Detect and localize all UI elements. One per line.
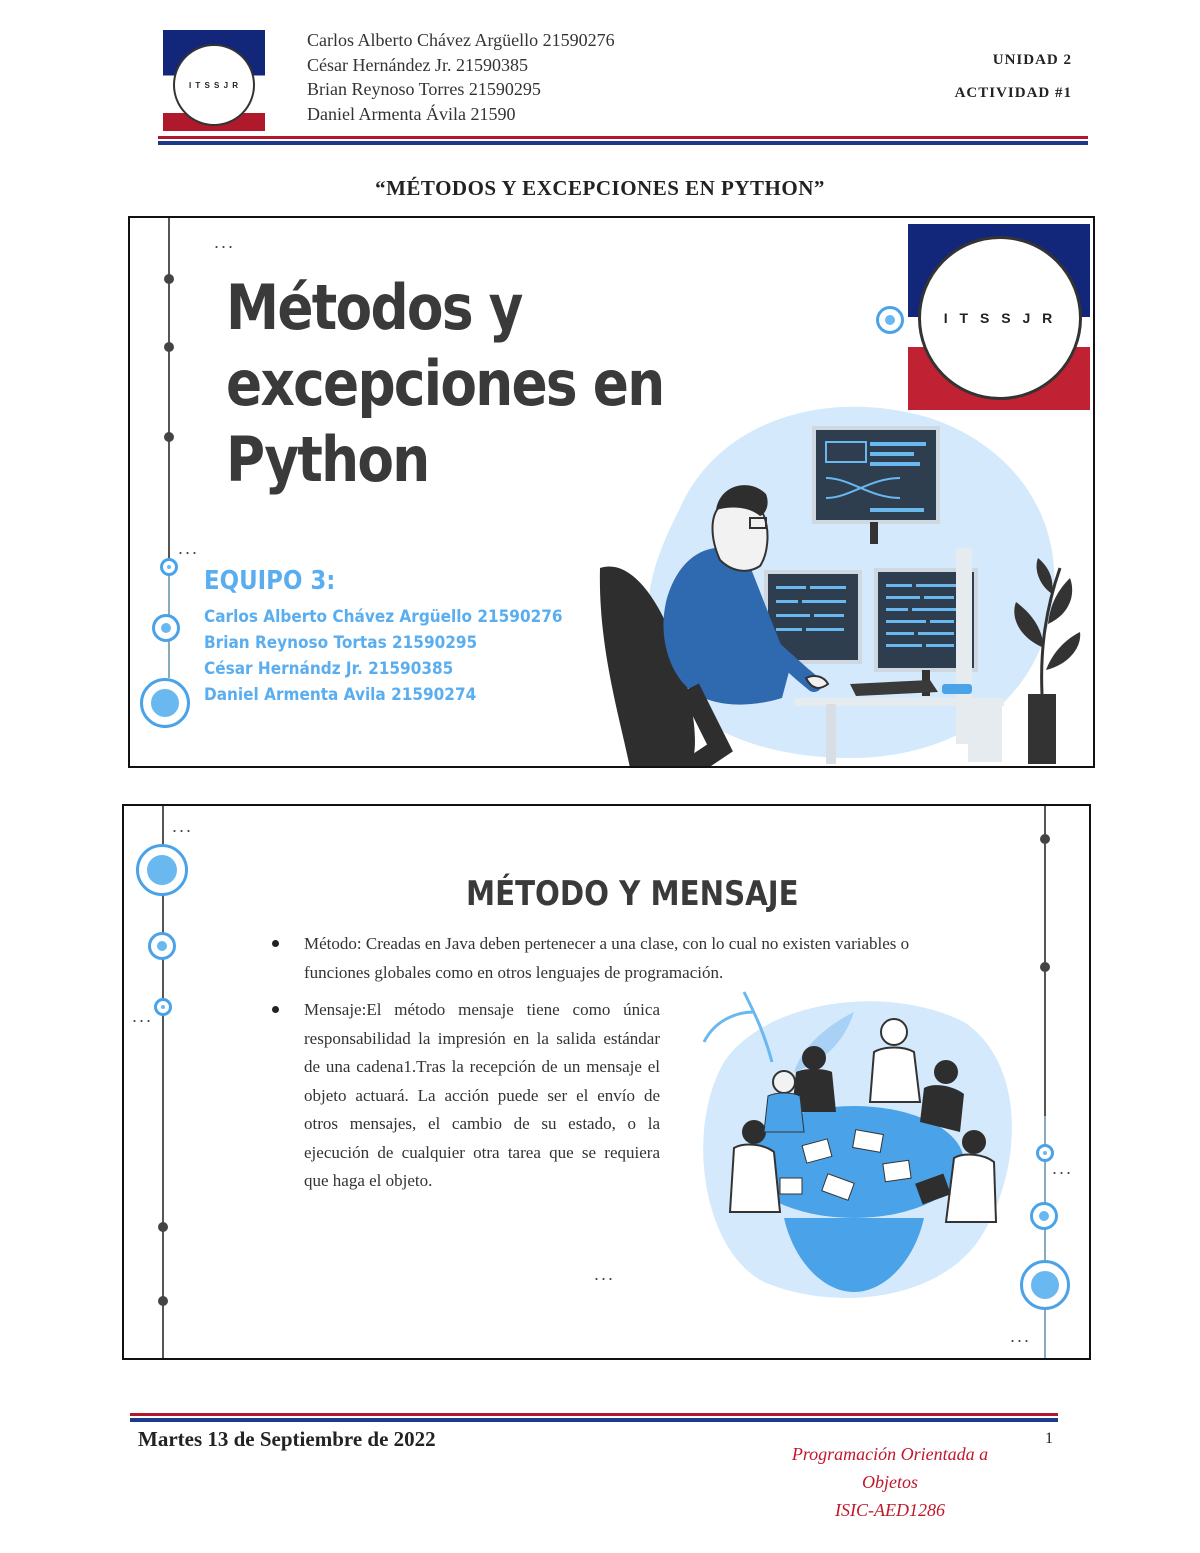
slide-title-line-2: excepciones en	[226, 347, 664, 420]
ring-decoration	[876, 306, 904, 334]
team-members	[204, 604, 563, 708]
author-list	[307, 28, 615, 126]
slide-title: MÉTODO Y MENSAJE	[466, 874, 799, 914]
slide-title-line-1: Métodos y	[226, 271, 522, 344]
ellipsis-mark: ...	[1052, 1158, 1074, 1178]
footer-course-line-1: Programación Orientada a	[791, 1444, 989, 1464]
ring-decoration	[148, 932, 176, 960]
footer-date: Martes 13 de Septiembre de 2022	[138, 1427, 436, 1451]
author-3: Brian Reynoso Torres 21590295	[307, 79, 541, 99]
logo-seal	[173, 44, 255, 126]
author-2: César Hernández Jr. 21590385	[307, 54, 528, 75]
slide-metodo-mensaje	[122, 804, 1091, 1360]
team-member-2: Brian Reynoso Tortas 21590295	[204, 633, 478, 653]
timeline-dot	[164, 432, 174, 442]
timeline-dot	[1040, 962, 1050, 972]
header-rule-blue	[158, 141, 1088, 145]
author-4: Daniel Armenta Ávila 21590	[307, 103, 516, 124]
team-member-1: Carlos Alberto Chávez Argüello 21590276	[204, 607, 563, 627]
page-number: 1	[1045, 1430, 1053, 1447]
bullet-metodo: Método: Creadas en Java deben pertenecer a una clase, con lo cual no existen variables o funciones globales como en otros lenguajes de programación.	[304, 930, 944, 987]
ring-decoration	[140, 678, 190, 728]
timeline-dot	[164, 274, 174, 284]
footer-course-line-3: ISIC-AED1286	[835, 1500, 945, 1520]
author-1: Carlos Alberto Chávez Argüello 21590276	[307, 30, 615, 50]
ring-decoration	[1036, 1144, 1054, 1162]
ellipsis-mark: ...	[178, 538, 200, 558]
timeline-dot	[158, 1222, 168, 1232]
unit-label: UNIDAD 2	[992, 52, 1072, 68]
ellipsis-mark: ...	[594, 1264, 616, 1284]
team-heading: EQUIPO 3:	[204, 566, 336, 596]
ring-decoration	[136, 844, 188, 896]
ellipsis-mark: ...	[132, 1006, 154, 1026]
logo-text: I T S S J R	[188, 80, 240, 90]
footer-rule-blue	[130, 1418, 1058, 1422]
ring-decoration	[160, 558, 178, 576]
slide-timeline	[168, 218, 170, 558]
document-title: “MÉTODOS Y EXCEPCIONES EN PYTHON”	[375, 176, 825, 200]
footer-rule-red	[130, 1413, 1058, 1416]
ring-decoration	[1020, 1260, 1070, 1310]
slide-cover	[128, 216, 1095, 768]
institution-logo-large	[908, 224, 1090, 410]
programmer-illustration	[570, 388, 1090, 768]
footer-course-line-2: Objetos	[862, 1472, 918, 1492]
institution-logo	[163, 30, 265, 131]
ellipsis-mark: ...	[172, 816, 194, 836]
ring-decoration	[152, 614, 180, 642]
bullet-mensaje: Mensaje:El método mensaje tiene como única responsabilidad la impresión en la salida estándar de una cadena1.Tras la recepción de un mensaje el objeto actuará. La acción puede ser el envío de otros mensajes, el cambio de su estado, o la ejecución de cualquier otra tarea que se requiera que haga el objeto.	[304, 996, 660, 1196]
timeline-dot	[164, 342, 174, 352]
footer-course	[752, 1440, 1028, 1524]
slide-timeline-right	[1044, 806, 1046, 1116]
ring-decoration	[1030, 1202, 1058, 1230]
team-meeting-illustration	[684, 982, 1024, 1312]
activity-label: ACTIVIDAD #1	[954, 85, 1072, 101]
ellipsis-mark: ...	[1010, 1326, 1032, 1346]
ring-decoration	[154, 998, 172, 1016]
logo-seal	[918, 236, 1082, 400]
logo-text: I T S S J R	[943, 310, 1057, 326]
timeline-dot	[158, 1296, 168, 1306]
header-rule-red	[158, 136, 1088, 139]
team-member-3: César Hernándz Jr. 21590385	[204, 659, 454, 679]
timeline-dot	[1040, 834, 1050, 844]
ellipsis-mark: ...	[214, 232, 236, 252]
slide-title-line-3: Python	[226, 423, 429, 496]
team-member-4: Daniel Armenta Avila 21590274	[204, 685, 477, 705]
